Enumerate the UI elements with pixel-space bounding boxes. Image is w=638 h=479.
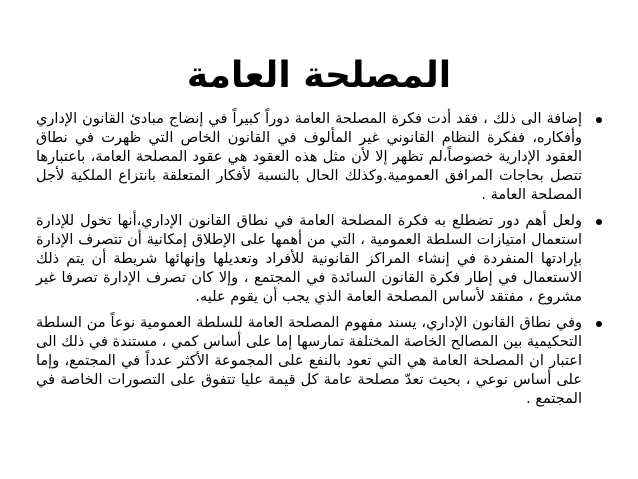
bullet-dot-icon — [596, 219, 602, 225]
bullet-dot-icon — [596, 321, 602, 327]
bullet-list — [36, 110, 602, 416]
bullet-text: ولعل أهم دور تضطلع به فكرة المصلحة العامة في نطاق القانون الإداري،أنها تخول للإدارة استعمال امتيازات السلطة العمومية ، التي من أهمها على الإطلاق إمكانية أن تتصرف الإدارة بإرادتها المنفردة في إنشاء المراكز القانونية للأفراد وتعديلها وإنهائها شريطة أن يتم ذلك الاستعمال في إطار فكرة القانون السائدة في المجتمع ، وإلا كان تصرف الإدارة تصرفا غير مشروع ، مفتقد لأساس المصلحة العامة الذي يجب أن يقوم عليه. — [36, 213, 582, 305]
bullet-dot-icon — [596, 117, 602, 123]
slide-title: المصلحة العامة — [186, 55, 452, 97]
bullet-item — [36, 212, 602, 307]
bullet-item — [36, 110, 602, 205]
bullet-text: وفي نطاق القانون الإداري، يسند مفهوم المصلحة العامة للسلطة العمومية نوعاً من السلطة التحكيمية بين المصالح الخاصة المختلفة تمارسها إما على أساس كمي ، مستندة في ذلك الى اعتبار ان المصلحة العامة هي التي تعود بالنفع على المجموعة الأكثر عدداً في المجتمع، وإما على أساس نوعي ، بحيث تعدّ مصلحة عامة كل قيمة عليا تتفوق على التصورات الخاصة في المجتمع . — [36, 315, 582, 407]
bullet-text: إضافة الى ذلك ، فقد أدت فكرة المصلحة العامة دوراً كبيراً في إنضاج مبادئ القانون الإداري وأفكاره، ففكرة النظام القانوني غير المألوف في القانون الخاص التي ظهرت في نطاق العقود الإدارية خصوصاً،لم تظهر إلا لأن مثل هذه العقود هي عقود المصلحة العامة، باعتبارها تتصل بحاجات المرافق العمومية.وكذلك الحال بالنسبة لأفكار المتعلقة بانتزاع الملكية لأجل المصلحة العامة . — [36, 111, 582, 203]
bullet-item — [36, 314, 602, 409]
